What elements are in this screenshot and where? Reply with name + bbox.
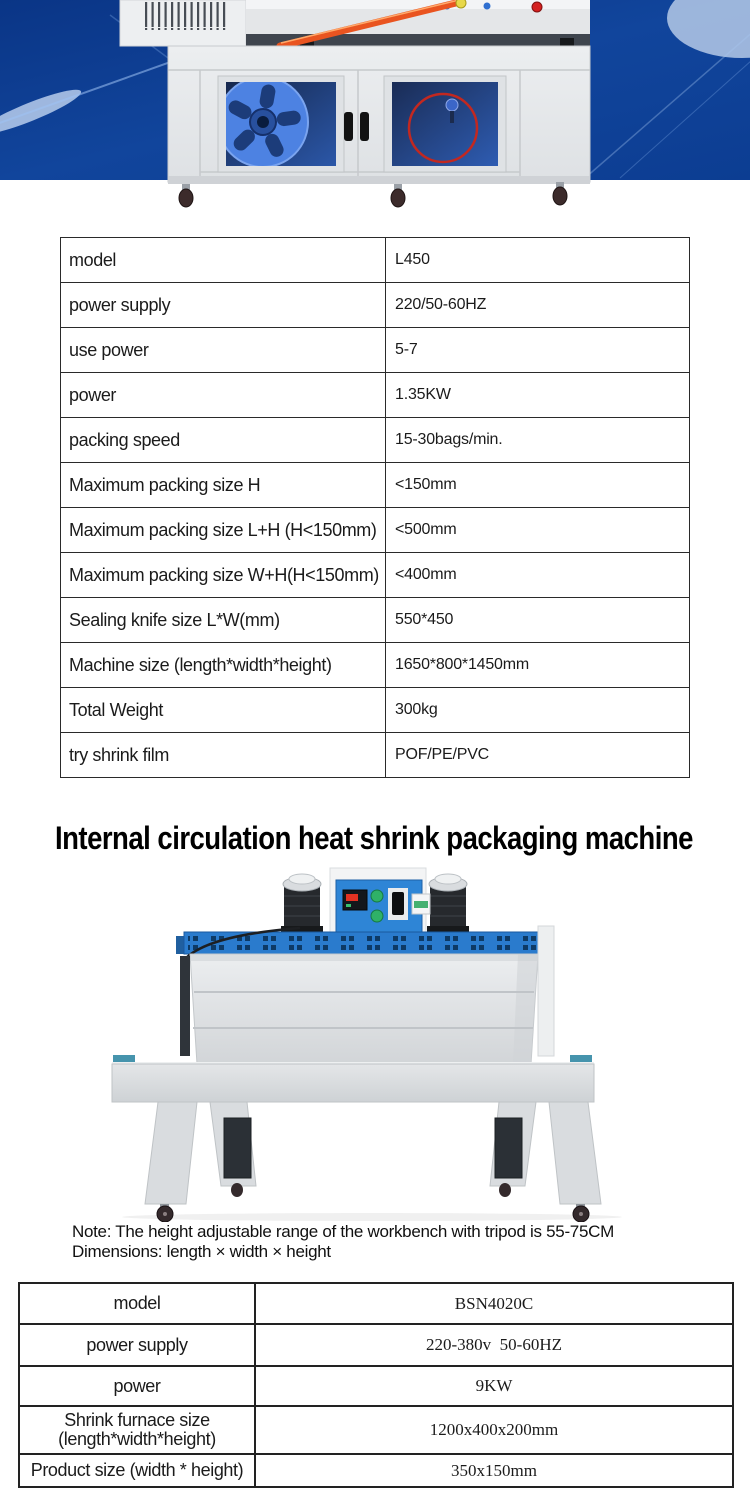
- spec-label: model: [20, 1284, 256, 1323]
- spec-value: <400mm: [395, 566, 457, 583]
- table-row: [61, 327, 689, 372]
- note-line-2: Dimensions: length × width × height: [72, 1242, 331, 1261]
- spec-label: packing speed: [61, 418, 386, 462]
- motor-icon: [281, 874, 323, 934]
- spec-table-bsn4020c: [18, 1282, 734, 1488]
- table-row: [61, 732, 689, 777]
- green-button-icon: [371, 890, 383, 902]
- spec-value: BSN4020C: [454, 1293, 534, 1313]
- spec-label: power: [61, 373, 386, 417]
- spec-value: 220-380v 50-60HZ: [426, 1335, 562, 1354]
- spec-label: Machine size (length*width*height): [61, 643, 386, 687]
- motor-icon: [427, 874, 469, 934]
- door-handle-icon: [360, 112, 369, 141]
- spec-value: <150mm: [395, 476, 457, 493]
- table-row: [61, 507, 689, 552]
- table-row: [61, 417, 689, 462]
- spec-label: Maximum packing size H: [61, 463, 386, 507]
- table-row: [61, 552, 689, 597]
- spec-value: 15-30bags/min.: [395, 431, 503, 448]
- section-heading: Internal circulation heat shrink packaging machine: [55, 820, 693, 856]
- workbench-beam: [112, 1064, 594, 1102]
- table-row: [20, 1284, 732, 1323]
- door-handle-icon: [344, 112, 353, 141]
- film-reel-icon: [218, 77, 308, 167]
- spec-label: Shrink furnace size (length*width*height): [20, 1407, 256, 1453]
- table-row: [61, 462, 689, 507]
- sealer-machine-illustration: [0, 0, 750, 212]
- tunnel-product-photo: [0, 866, 750, 1222]
- table-row: [20, 1405, 732, 1453]
- note-line-1: Note: The height adjustable range of the workbench with tripod is 55-75CM: [72, 1222, 614, 1241]
- tripod-legs: [145, 1102, 601, 1204]
- spec-table-l450: [60, 237, 690, 778]
- spec-label: Maximum packing size L+H (H<150mm): [61, 508, 386, 552]
- table-row: [20, 1365, 732, 1405]
- shrink-tunnel-illustration: [0, 866, 750, 1222]
- table-row: [20, 1453, 732, 1486]
- table-row: [20, 1323, 732, 1365]
- spec-label: Total Weight: [61, 688, 386, 732]
- spec-value: L450: [395, 251, 430, 268]
- spec-value: 9KW: [475, 1376, 513, 1395]
- spec-label: Sealing knife size L*W(mm): [61, 598, 386, 642]
- table-row: [61, 687, 689, 732]
- spec-label: power supply: [61, 283, 386, 327]
- spec-value: <500mm: [395, 521, 457, 538]
- spec-value: 1200x400x200mm: [429, 1420, 559, 1439]
- spec-value: 220/50-60HZ: [395, 296, 487, 313]
- vent-slots-icon: [143, 2, 229, 30]
- hero-product-photo: [0, 0, 750, 212]
- spec-value: POF/PE/PVC: [395, 746, 490, 763]
- table-row: [61, 597, 689, 642]
- spec-label: Product size (width * height): [20, 1455, 256, 1486]
- spec-value: 300kg: [395, 701, 438, 718]
- spec-label: Maximum packing size W+H(H<150mm): [61, 553, 386, 597]
- table-row: [61, 642, 689, 687]
- green-button-icon: [371, 910, 383, 922]
- spec-value: 350x150mm: [451, 1460, 537, 1480]
- l-sealer-machine: [120, 0, 590, 207]
- spec-value: 1.35KW: [395, 386, 451, 403]
- note-text: [72, 1222, 750, 1262]
- emergency-stop-icon: [532, 2, 542, 12]
- spec-value: 550*450: [395, 611, 454, 628]
- spec-value: 5-7: [395, 341, 418, 358]
- table-row: [61, 372, 689, 417]
- table-row: [61, 282, 689, 327]
- caster-wheels: [179, 182, 567, 207]
- spec-label: power: [20, 1367, 256, 1405]
- spec-value: 1650*800*1450mm: [395, 656, 529, 673]
- tunnel-body: [190, 954, 538, 1064]
- blue-button-icon: [484, 3, 491, 10]
- spec-label: try shrink film: [61, 733, 386, 777]
- shrink-tunnel-machine: [112, 868, 601, 1222]
- spec-label: model: [61, 238, 386, 282]
- spec-label: use power: [61, 328, 386, 372]
- table-row: [61, 238, 689, 282]
- spec-label: power supply: [20, 1325, 256, 1365]
- control-panel: [336, 880, 430, 934]
